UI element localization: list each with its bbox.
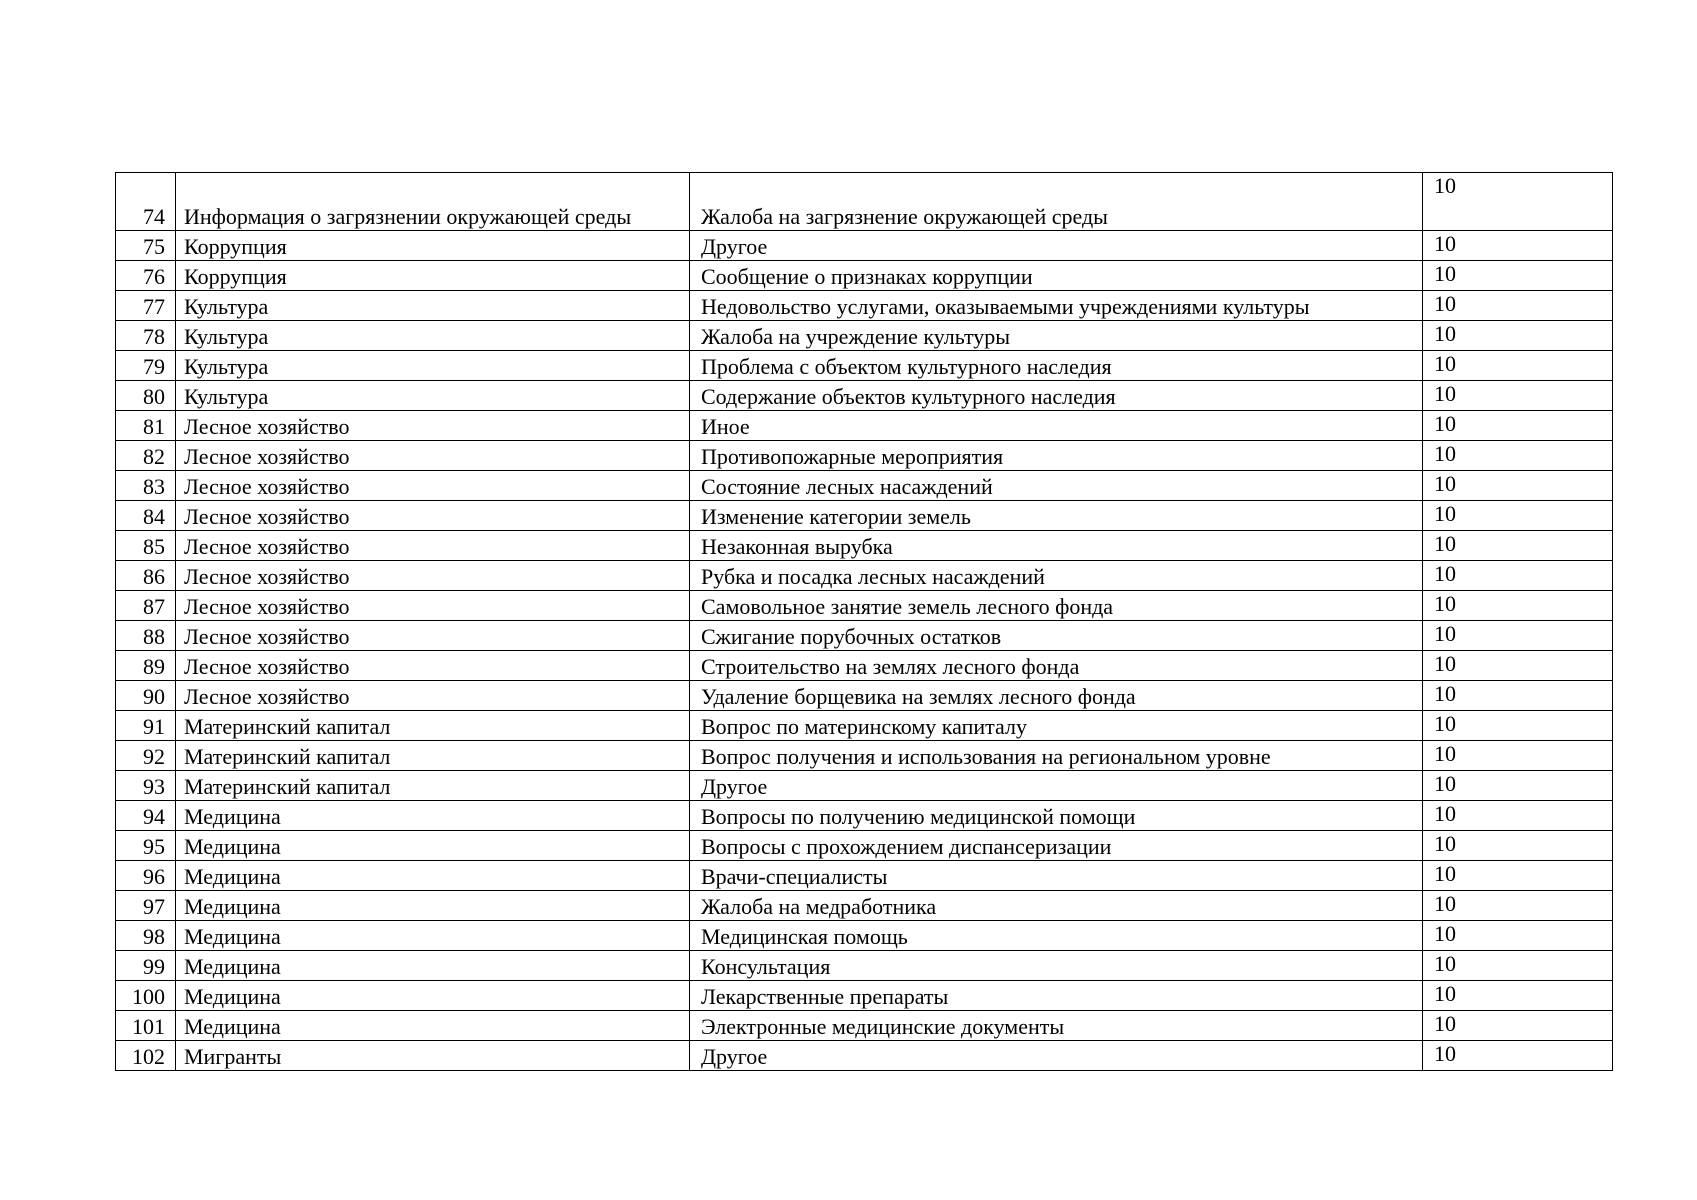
table-row	[116, 531, 1613, 561]
category-cell: Лесное хозяйство	[176, 501, 690, 531]
subcategory-cell: Жалоба на загрязнение окружающей среды	[690, 173, 1423, 231]
value-cell: 10	[1423, 441, 1613, 471]
category-cell: Культура	[176, 321, 690, 351]
table-row	[116, 651, 1613, 681]
value-cell: 10	[1423, 231, 1613, 261]
category-cell: Медицина	[176, 921, 690, 951]
subcategory-cell: Вопросы по получению медицинской помощи	[690, 801, 1423, 831]
row-number: 86	[116, 561, 176, 591]
table-row	[116, 621, 1613, 651]
table-row	[116, 741, 1613, 771]
category-cell: Лесное хозяйство	[176, 621, 690, 651]
row-number: 77	[116, 291, 176, 321]
category-cell: Лесное хозяйство	[176, 681, 690, 711]
category-cell: Коррупция	[176, 261, 690, 291]
category-cell: Лесное хозяйство	[176, 531, 690, 561]
table-row	[116, 801, 1613, 831]
value-cell: 10	[1423, 291, 1613, 321]
category-cell: Медицина	[176, 981, 690, 1011]
row-number: 74	[116, 173, 176, 231]
row-number: 95	[116, 831, 176, 861]
table-row	[116, 501, 1613, 531]
subcategory-cell: Незаконная вырубка	[690, 531, 1423, 561]
category-cell: Лесное хозяйство	[176, 441, 690, 471]
subcategory-cell: Электронные медицинские документы	[690, 1011, 1423, 1041]
category-cell: Культура	[176, 351, 690, 381]
value-cell: 10	[1423, 681, 1613, 711]
category-cell: Лесное хозяйство	[176, 651, 690, 681]
topics-table	[115, 172, 1613, 1071]
category-cell: Лесное хозяйство	[176, 591, 690, 621]
row-number: 81	[116, 411, 176, 441]
row-number: 90	[116, 681, 176, 711]
category-cell: Культура	[176, 381, 690, 411]
subcategory-cell: Консультация	[690, 951, 1423, 981]
row-number: 82	[116, 441, 176, 471]
row-number: 79	[116, 351, 176, 381]
row-number: 100	[116, 981, 176, 1011]
subcategory-cell: Другое	[690, 1041, 1423, 1071]
value-cell: 10	[1423, 771, 1613, 801]
value-cell: 10	[1423, 561, 1613, 591]
table-row	[116, 921, 1613, 951]
value-cell: 10	[1423, 951, 1613, 981]
value-cell: 10	[1423, 741, 1613, 771]
category-cell: Материнский капитал	[176, 711, 690, 741]
value-cell: 10	[1423, 261, 1613, 291]
row-number: 88	[116, 621, 176, 651]
table-row	[116, 771, 1613, 801]
table-row	[116, 173, 1613, 231]
table-row	[116, 831, 1613, 861]
category-cell: Культура	[176, 291, 690, 321]
subcategory-cell: Вопрос получения и использования на региональном уровне	[690, 741, 1423, 771]
table-row	[116, 681, 1613, 711]
value-cell: 10	[1423, 831, 1613, 861]
subcategory-cell: Состояние лесных насаждений	[690, 471, 1423, 501]
value-cell: 10	[1423, 651, 1613, 681]
table-row	[116, 1011, 1613, 1041]
subcategory-cell: Медицинская помощь	[690, 921, 1423, 951]
value-cell: 10	[1423, 471, 1613, 501]
table-row	[116, 381, 1613, 411]
row-number: 80	[116, 381, 176, 411]
subcategory-cell: Сжигание порубочных остатков	[690, 621, 1423, 651]
table-row	[116, 441, 1613, 471]
value-cell: 10	[1423, 981, 1613, 1011]
category-cell: Медицина	[176, 891, 690, 921]
subcategory-cell: Содержание объектов культурного наследия	[690, 381, 1423, 411]
row-number: 91	[116, 711, 176, 741]
value-cell: 10	[1423, 501, 1613, 531]
row-number: 94	[116, 801, 176, 831]
value-cell: 10	[1423, 531, 1613, 561]
row-number: 89	[116, 651, 176, 681]
row-number: 101	[116, 1011, 176, 1041]
category-cell: Материнский капитал	[176, 741, 690, 771]
value-cell: 10	[1423, 1011, 1613, 1041]
table-row	[116, 411, 1613, 441]
subcategory-cell: Жалоба на медработника	[690, 891, 1423, 921]
category-cell: Лесное хозяйство	[176, 561, 690, 591]
value-cell: 10	[1423, 173, 1613, 231]
row-number: 78	[116, 321, 176, 351]
row-number: 93	[116, 771, 176, 801]
value-cell: 10	[1423, 411, 1613, 441]
category-cell: Медицина	[176, 1011, 690, 1041]
table-row	[116, 861, 1613, 891]
row-number: 85	[116, 531, 176, 561]
subcategory-cell: Другое	[690, 231, 1423, 261]
row-number: 75	[116, 231, 176, 261]
value-cell: 10	[1423, 711, 1613, 741]
category-cell: Медицина	[176, 801, 690, 831]
category-cell: Лесное хозяйство	[176, 471, 690, 501]
row-number: 92	[116, 741, 176, 771]
table-body	[116, 173, 1613, 1071]
row-number: 87	[116, 591, 176, 621]
value-cell: 10	[1423, 351, 1613, 381]
subcategory-cell: Врачи-специалисты	[690, 861, 1423, 891]
subcategory-cell: Вопросы с прохождением диспансеризации	[690, 831, 1423, 861]
subcategory-cell: Жалоба на учреждение культуры	[690, 321, 1423, 351]
value-cell: 10	[1423, 591, 1613, 621]
row-number: 84	[116, 501, 176, 531]
value-cell: 10	[1423, 321, 1613, 351]
value-cell: 10	[1423, 861, 1613, 891]
value-cell: 10	[1423, 921, 1613, 951]
row-number: 99	[116, 951, 176, 981]
value-cell: 10	[1423, 1041, 1613, 1071]
subcategory-cell: Вопрос по материнскому капиталу	[690, 711, 1423, 741]
table-row	[116, 321, 1613, 351]
value-cell: 10	[1423, 891, 1613, 921]
value-cell: 10	[1423, 801, 1613, 831]
table-row	[116, 981, 1613, 1011]
subcategory-cell: Сообщение о признаках коррупции	[690, 261, 1423, 291]
row-number: 83	[116, 471, 176, 501]
subcategory-cell: Рубка и посадка лесных насаждений	[690, 561, 1423, 591]
row-number: 98	[116, 921, 176, 951]
subcategory-cell: Удаление борщевика на землях лесного фонда	[690, 681, 1423, 711]
category-cell: Лесное хозяйство	[176, 411, 690, 441]
subcategory-cell: Противопожарные мероприятия	[690, 441, 1423, 471]
table-row	[116, 711, 1613, 741]
category-cell: Коррупция	[176, 231, 690, 261]
value-cell: 10	[1423, 381, 1613, 411]
subcategory-cell: Изменение категории земель	[690, 501, 1423, 531]
table-row	[116, 891, 1613, 921]
table-row	[116, 951, 1613, 981]
table-row	[116, 231, 1613, 261]
subcategory-cell: Строительство на землях лесного фонда	[690, 651, 1423, 681]
category-cell: Медицина	[176, 831, 690, 861]
table-row	[116, 1041, 1613, 1071]
row-number: 96	[116, 861, 176, 891]
row-number: 76	[116, 261, 176, 291]
subcategory-cell: Самовольное занятие земель лесного фонда	[690, 591, 1423, 621]
table-row	[116, 471, 1613, 501]
table-row	[116, 351, 1613, 381]
category-cell: Информация о загрязнении окружающей среды	[176, 173, 690, 231]
value-cell: 10	[1423, 621, 1613, 651]
category-cell: Медицина	[176, 951, 690, 981]
category-cell: Медицина	[176, 861, 690, 891]
table-row	[116, 261, 1613, 291]
subcategory-cell: Лекарственные препараты	[690, 981, 1423, 1011]
row-number: 97	[116, 891, 176, 921]
table-row	[116, 561, 1613, 591]
table-row	[116, 291, 1613, 321]
subcategory-cell: Недовольство услугами, оказываемыми учреждениями культуры	[690, 291, 1423, 321]
subcategory-cell: Другое	[690, 771, 1423, 801]
category-cell: Мигранты	[176, 1041, 690, 1071]
category-cell: Материнский капитал	[176, 771, 690, 801]
subcategory-cell: Иное	[690, 411, 1423, 441]
table-row	[116, 591, 1613, 621]
row-number: 102	[116, 1041, 176, 1071]
subcategory-cell: Проблема с объектом культурного наследия	[690, 351, 1423, 381]
